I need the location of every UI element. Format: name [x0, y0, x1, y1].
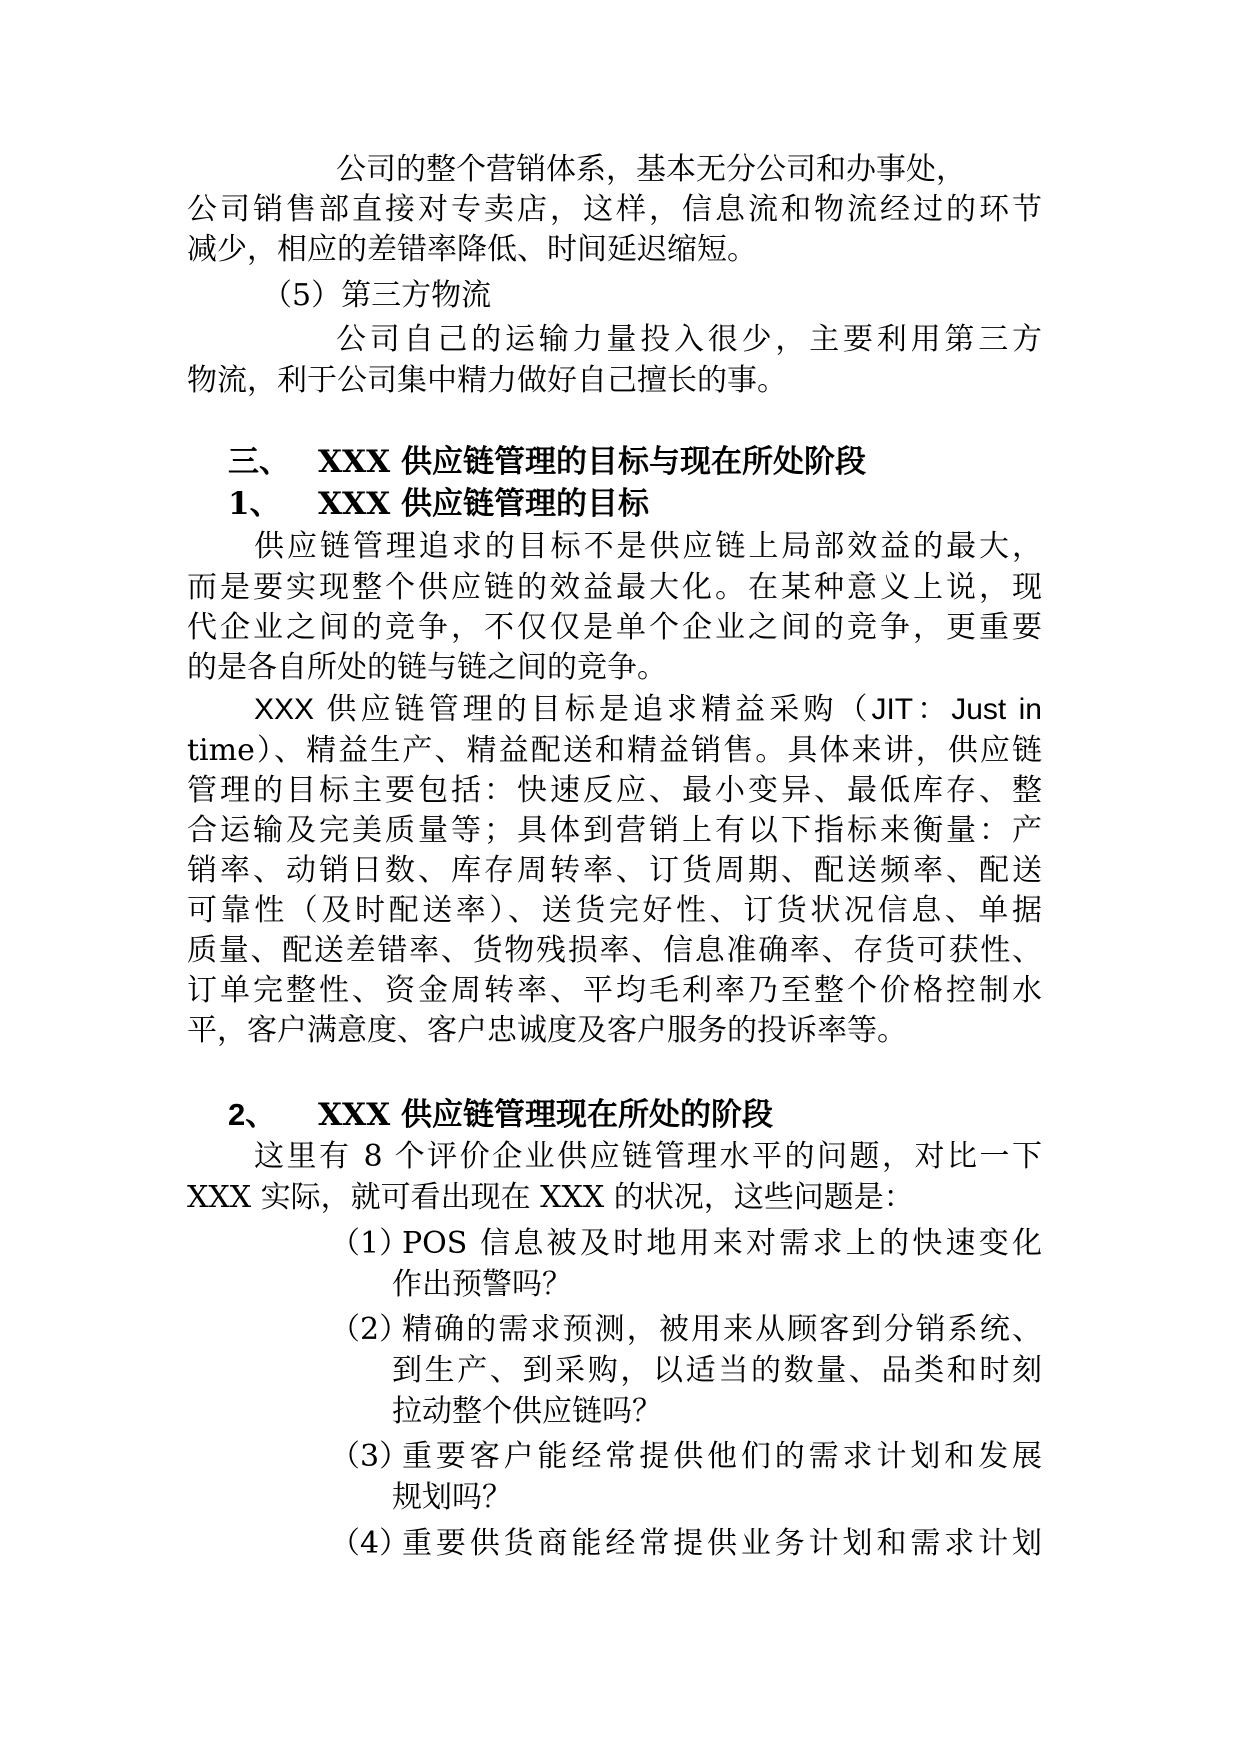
paragraph-line: 这里有 8 个评价企业供应链管理水平的问题，对比一下 [254, 1139, 1042, 1174]
paragraph-line: XXX 供应链管理的目标是追求精益采购（JIT：Just in [254, 693, 1042, 726]
paragraph-line: 管理的目标主要包括：快速反应、最小变异、最低库存、整 [187, 773, 1042, 808]
paragraph-line: 质量、配送差错率、货物残损率、信息准确率、存货可获性、 [187, 933, 1042, 968]
subsection-heading [228, 484, 649, 524]
paragraph-line: 的是各自所处的链与链之间的竞争。 [187, 650, 667, 685]
section-heading [228, 442, 866, 482]
paragraph-line: 销率、动销日数、库存周转率、订货周期、配送频率、配送 [187, 853, 1042, 888]
subsection-number: 2、 [228, 1097, 277, 1132]
subsection-heading [228, 1095, 773, 1135]
paragraph-line: 供应链管理追求的目标不是供应链上局部效益的最大， [254, 529, 1042, 564]
paragraph-line: 而是要实现整个供应链的效益最大化。在某种意义上说，现 [187, 570, 1042, 605]
question-line: 拉动整个供应链吗？ [392, 1394, 662, 1429]
question-number: （4） [330, 1526, 410, 1561]
paragraph-line: 减少，相应的差错率降低、时间延迟缩短。 [187, 232, 757, 267]
paragraph-line: 可靠性（及时配送率）、送货完好性、订货状况信息、单据 [187, 893, 1042, 928]
subsection-number: 1、 [228, 486, 281, 522]
paragraph-line: 公司的整个营销体系，基本无分公司和办事处， [336, 152, 966, 187]
section-number: 三、 [228, 444, 290, 480]
paragraph-line: 公司自己的运输力量投入很少，主要利用第三方 [336, 322, 1042, 357]
question-line: 到生产、到采购，以适当的数量、品类和时刻 [392, 1353, 1042, 1388]
question-number: （3） [330, 1439, 410, 1474]
paragraph-line: 公司销售部直接对专卖店，这样，信息流和物流经过的环节 [187, 192, 1042, 227]
question-line: 重要供货商能经常提供业务计划和需求计划 [402, 1526, 1042, 1561]
question-line: 精确的需求预测，被用来从顾客到分销系统、 [402, 1312, 1042, 1347]
paragraph-line: 订单完整性、资金周转率、平均毛利率乃至整个价格控制水 [187, 973, 1042, 1008]
subsection-title: XXX 供应链管理的目标 [318, 486, 649, 522]
question-number: （2） [330, 1312, 410, 1347]
question-line: 规划吗？ [392, 1480, 512, 1515]
question-line: 作出预警吗？ [392, 1267, 572, 1302]
paragraph-line: 平，客户满意度、客户忠诚度及客户服务的投诉率等。 [187, 1013, 907, 1048]
question-line: 重要客户能经常提供他们的需求计划和发展 [402, 1439, 1042, 1474]
subsection-title: XXX 供应链管理现在所处的阶段 [318, 1097, 773, 1133]
paragraph-line: time）、精益生产、精益配送和精益销售。具体来讲，供应链 [187, 733, 1042, 768]
question-line: POS 信息被及时地用来对需求上的快速变化 [402, 1226, 1042, 1261]
paragraph-line: 物流，利于公司集中精力做好自己擅长的事。 [187, 363, 787, 398]
question-number: （1） [330, 1226, 410, 1261]
paragraph-line: XXX 实际，就可看出现在 XXX 的状况，这些问题是： [187, 1180, 914, 1215]
paragraph-line: 代企业之间的竞争，不仅仅是单个企业之间的竞争，更重要 [187, 610, 1042, 645]
paragraph-line: 合运输及完美质量等；具体到营销上有以下指标来衡量：产 [187, 813, 1042, 848]
section-title: XXX 供应链管理的目标与现在所处阶段 [318, 444, 866, 480]
item-title: （5）第三方物流 [262, 278, 492, 313]
